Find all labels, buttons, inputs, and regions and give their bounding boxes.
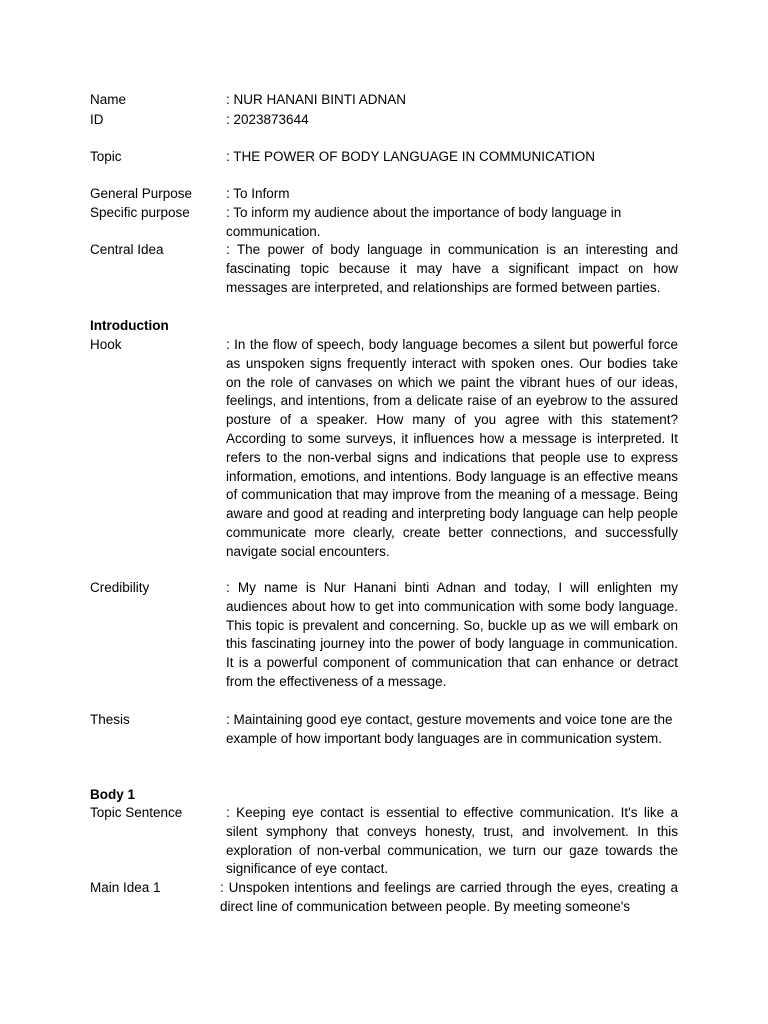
main-idea-1-value: : Unspoken intentions and feelings are carried through the eyes, creating a direct line of communication between people. By meeting someone's <box>220 880 678 914</box>
topic-sentence-value: : Keeping eye contact is essential to effective communication. It's like a silent symphony that conveys honesty, trust, and involvement. In this exploration of non-verbal communication, we turn our gaze towards the significance of eye contact. <box>226 805 678 877</box>
specific-purpose-value: : To inform my audience about the importance of body language in communication. <box>226 205 622 239</box>
general-purpose-label: General Purpose <box>90 186 193 201</box>
credibility-value: : My name is Nur Hanani binti Adnan and today, I will enlighten my audiences about how to get into communication with some body language. This topic is prevalent and concerning. So, buckle up as we will embark on this fascinating journey into the power of body language in communication. It is a powerful component of communication that can enhance or detract from the effectiveness of a message. <box>226 580 678 689</box>
topic-label: Topic <box>90 149 122 164</box>
name-label: Name <box>90 92 127 107</box>
general-purpose-value: : To Inform <box>226 186 290 201</box>
body1-heading: Body 1 <box>90 787 136 802</box>
central-idea-label: Central Idea <box>90 242 164 257</box>
thesis-label: Thesis <box>90 712 130 727</box>
id-value: : 2023873644 <box>226 112 309 127</box>
introduction-heading: Introduction <box>90 318 169 333</box>
credibility-label: Credibility <box>90 580 150 595</box>
thesis-value: : Maintaining good eye contact, gesture movements and voice tone are the example of how important body languages are in communication system. <box>226 712 673 746</box>
topic-value: : THE POWER OF BODY LANGUAGE IN COMMUNICATION <box>226 149 596 164</box>
main-idea-1-label: Main Idea 1 <box>90 880 161 895</box>
central-idea-value: : The power of body language in communication is an interesting and fascinating topic because it may have a significant impact on how messages are interpreted, and relationships are formed between parties. <box>226 242 678 295</box>
id-label: ID <box>90 112 104 127</box>
hook-value: : In the flow of speech, body language becomes a silent but powerful force as unspoken signs frequently interact with spoken ones. Our bodies take on the role of canvases on which we paint the vibrant hues of our ideas, feelings, and intentions, from a delicate raise of an eyebrow to the assured posture of a speaker. How many of you agree with this statement? According to some surveys, it influences how a message is interpreted. It refers to the non-verbal signs and indications that people use to express information, emotions, and intentions. Body language is an effective means of communication that may improve from the meaning of a message. Being aware and good at reading and interpreting body language can help people communicate more clearly, create better connections, and successfully navigate social encounters. <box>226 337 678 559</box>
name-value: : NUR HANANI BINTI ADNAN <box>226 92 407 107</box>
specific-purpose-label: Specific purpose <box>90 205 190 220</box>
hook-label: Hook <box>90 337 122 352</box>
topic-sentence-label: Topic Sentence <box>90 805 183 820</box>
